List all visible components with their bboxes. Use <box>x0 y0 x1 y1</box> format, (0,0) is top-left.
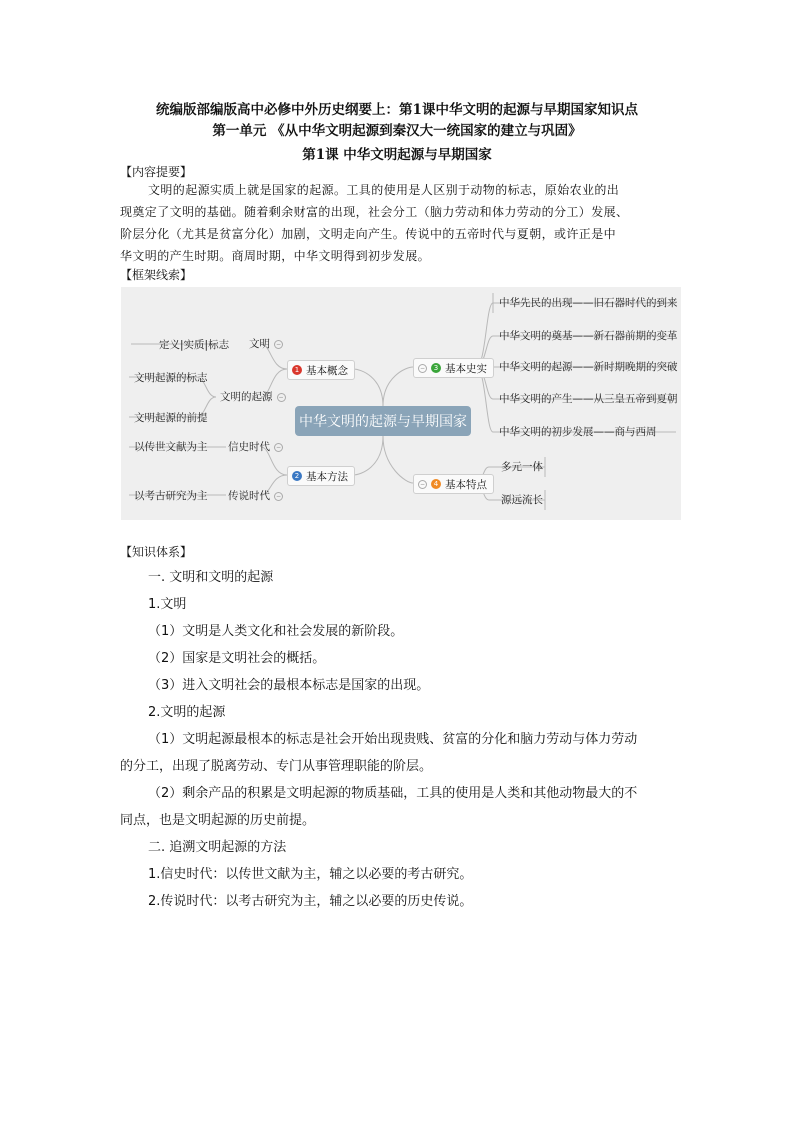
number-badge-icon: 4 <box>431 479 441 489</box>
mind-map <box>121 287 681 520</box>
summary-line-1: 文明的起源实质上就是国家的起源。工具的使用是人区别于动物的标志，原始农业的出 <box>148 183 620 197</box>
fact-2: 中华文明的奠基——新石器前期的变革 <box>499 330 678 342</box>
node-basic-features-label: 基本特点 <box>445 478 487 491</box>
fact-3: 中华文明的起源——新时期晚期的突破 <box>499 361 678 373</box>
collapse-icon[interactable]: − <box>275 443 282 451</box>
section-2-1: 1.信史时代：以传世文献为主，辅之以必要的考古研究。 <box>148 867 473 882</box>
fact-1: 中华先民的出现——旧石器时代的到来 <box>499 297 678 309</box>
node-basic-methods[interactable] <box>287 466 355 486</box>
number-badge-icon: 2 <box>292 471 302 481</box>
sub-chuanshuo-label: 传说时代 <box>228 490 270 502</box>
leaf-origin-premise: 文明起源的前提 <box>134 412 208 424</box>
leaf-origin-sign: 文明起源的标志 <box>134 372 208 384</box>
collapse-icon[interactable]: − <box>278 393 284 401</box>
mind-map-center: 中华文明的起源与早期国家 <box>295 406 471 436</box>
section-1-1-c: （3）进入文明社会的最根本标志是国家的出现。 <box>148 678 430 693</box>
section-1-1-title: 1.文明 <box>148 597 187 612</box>
document-title: 统编版部编版高中必修中外历史纲要上：第1课中华文明的起源与早期国家知识点 <box>156 102 638 118</box>
unit-title: 第一单元 《从中华文明起源到秦汉大一统国家的建立与巩固》 <box>212 123 582 139</box>
number-badge-icon: 3 <box>431 363 441 373</box>
lesson-title: 第1课 中华文明起源与早期国家 <box>302 147 492 163</box>
summary-line-2: 现奠定了文明的基础。随着剩余财富的出现，社会分工（脑力劳动和体力劳动的分工）发展、 <box>120 205 629 219</box>
collapse-icon[interactable]: − <box>419 480 426 488</box>
number-badge-icon: 1 <box>292 365 302 375</box>
section-1-1-a: （1）文明是人类文化和社会发展的新阶段。 <box>148 624 404 639</box>
section-1-1-b: （2）国家是文明社会的概括。 <box>148 651 326 666</box>
section-1-2-a-line1: （1）文明起源最根本的标志是社会开始出现贵贱、贫富的分化和脑力劳动与体力劳动 <box>148 732 638 747</box>
sub-wenming-qiyuan[interactable] <box>220 389 286 404</box>
section-2-2: 2.传说时代：以考古研究为主，辅之以必要的历史传说。 <box>148 894 473 909</box>
knowledge-heading: 【知识体系】 <box>120 545 193 559</box>
fact-5: 中华文明的初步发展——商与西周 <box>499 426 657 438</box>
section-1-2-a-line2: 的分工，出现了脱离劳动、专门从事管理职能的阶层。 <box>120 759 433 774</box>
framework-heading: 【框架线索】 <box>120 268 193 282</box>
node-basic-features[interactable] <box>413 474 494 494</box>
sub-xinshi-label: 信史时代 <box>228 441 270 453</box>
node-basic-facts[interactable] <box>413 358 494 378</box>
fact-4: 中华文明的产生——从三皇五帝到夏朝 <box>499 393 678 405</box>
sub-chuanshuo[interactable] <box>228 488 283 503</box>
node-basic-concepts[interactable] <box>287 360 355 380</box>
section-1-2-b-line1: （2）剩余产品的积累是文明起源的物质基础，工具的使用是人类和其他动物最大的不 <box>148 786 638 801</box>
collapse-icon[interactable]: − <box>419 364 426 372</box>
section-1-2-b-line2: 同点，也是文明起源的历史前提。 <box>120 813 316 828</box>
summary-heading: 【内容提要】 <box>120 165 193 179</box>
leaf-xinshi: 以传世文献为主 <box>134 441 208 453</box>
node-basic-facts-label: 基本史实 <box>445 362 487 375</box>
leaf-chuanshuo: 以考古研究为主 <box>134 490 208 502</box>
section-1-title: 一. 文明和文明的起源 <box>148 570 274 585</box>
feature-2: 源远流长 <box>501 494 543 506</box>
sub-wenming-label: 文明 <box>249 338 270 350</box>
collapse-icon[interactable]: − <box>275 340 282 348</box>
leaf-definition: 定义|实质|标志 <box>159 339 230 351</box>
section-2-title: 二. 追溯文明起源的方法 <box>148 840 287 855</box>
collapse-icon[interactable]: − <box>275 492 282 500</box>
section-1-2-title: 2.文明的起源 <box>148 705 226 720</box>
summary-line-3: 阶层分化（尤其是贫富分化）加剧，文明走向产生。传说中的五帝时代与夏朝，或许正是中 <box>120 227 617 241</box>
feature-1: 多元一体 <box>501 461 543 473</box>
sub-wenming-qiyuan-label: 文明的起源 <box>220 391 273 403</box>
node-basic-concepts-label: 基本概念 <box>306 364 348 377</box>
sub-xinshi[interactable] <box>228 439 283 454</box>
node-basic-methods-label: 基本方法 <box>306 470 348 483</box>
summary-line-4: 华文明的产生时期。商周时期，中华文明得到初步发展。 <box>120 249 431 263</box>
sub-wenming[interactable] <box>249 336 283 351</box>
